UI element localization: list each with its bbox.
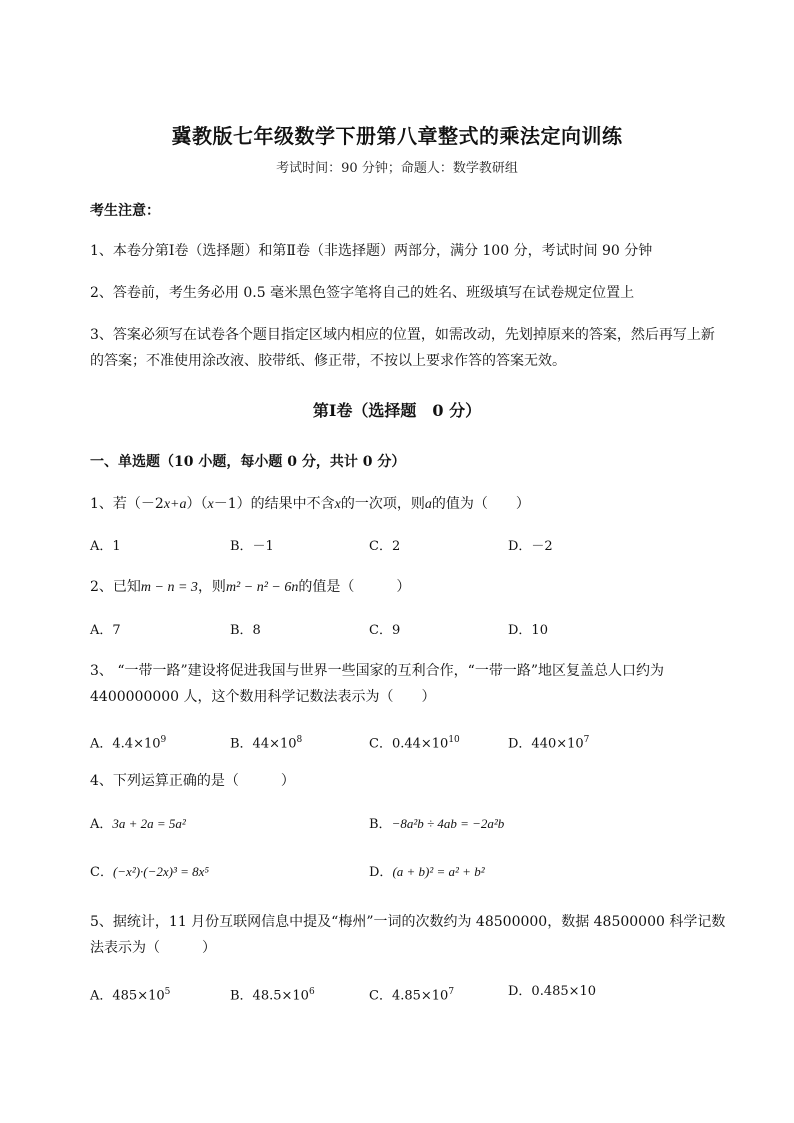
question-2: 2、已知m − n = 3，则m² − n² − 6n的值是（ ） [90, 579, 411, 595]
notice-heading: 考生注意： [90, 203, 160, 219]
q1-option-a: A．1 [90, 539, 121, 554]
q4-option-c: C．(−x²)·(−2x)³ = 8x⁵ [90, 864, 209, 880]
part-heading: 一、单选题（10 小题，每小题 0 分，共计 0 分） [90, 454, 406, 470]
q1-option-b: B．－1 [230, 539, 274, 554]
notice-item-1: 1、本卷分第Ⅰ卷（选择题）和第Ⅱ卷（非选择题）两部分，满分 100 分，考试时间 90 分钟 [90, 243, 653, 259]
q5-option-a: A．$485\times 10^5$ [90, 987, 171, 1004]
q5-option-b: B．$48.5\times 10^6$ [230, 987, 315, 1004]
q2-option-b: B．8 [230, 623, 261, 638]
q3-option-a: A．$4.4\times 10^9$ [90, 735, 167, 752]
question-3-line-1: 3、 “一带一路”建设将促进我国与世界一些国家的互利合作，“一带一路”地区复盖总人口约为 [90, 663, 664, 679]
section-title: 第Ⅰ卷（选择题 0 分） [312, 401, 482, 420]
q3-option-b: B．$44\times 10^8$ [230, 735, 303, 752]
question-5-line-2: 法表示为（ ） [90, 940, 216, 956]
q5-option-c: C．$4.85\times 10^7$ [369, 987, 455, 1004]
question-1: 1、若（－2x+a）（x－1）的结果中不含x的一次项，则a的值为（ ） [90, 496, 530, 512]
q2-option-d: D．10 [508, 623, 548, 638]
q2-option-c: C．9 [369, 623, 401, 638]
notice-item-3: 3、答案必须写在试卷各个题目指定区域内相应的位置，如需改动，先划掉原来的答案，然后再写上新 [90, 327, 715, 343]
q3-option-d: D．$440\times 10^7$ [508, 735, 590, 752]
q1-option-d: D．－2 [508, 539, 553, 554]
question-3-line-2: 4400000000 人，这个数用科学记数法表示为（ ） [90, 689, 436, 705]
q4-option-d: D．(a + b)² = a² + b² [369, 864, 485, 880]
q4-option-a: A．3a + 2a = 5a² [90, 816, 186, 832]
q2-option-a: A．7 [90, 623, 121, 638]
question-4: 4、下列运算正确的是（ ） [90, 773, 295, 789]
exam-info: 考试时间：90 分钟；命题人：数学教研组 [276, 161, 518, 176]
q5-option-d: D．0.485×10 [508, 984, 597, 999]
question-5-line-1: 5、据统计，11 月份互联网信息中提及“梅州”一词的次数约为 48500000，数据 48500000 科学记数 [90, 914, 726, 930]
notice-item-3-cont: 的答案；不准使用涂改液、胶带纸、修正带，不按以上要求作答的答案无效。 [90, 353, 566, 369]
page-title: 冀教版七年级数学下册第八章整式的乘法定向训练 [171, 124, 623, 148]
q3-option-c: C．$0.44\times 10^{10}$ [369, 735, 460, 752]
q1-option-c: C．2 [369, 539, 401, 554]
q4-option-b: B．−8a²b ÷ 4ab = −2a²b [369, 816, 505, 832]
notice-item-2: 2、答卷前，考生务必用 0.5 毫米黑色签字笔将自己的姓名、班级填写在试卷规定位置上 [90, 285, 635, 301]
